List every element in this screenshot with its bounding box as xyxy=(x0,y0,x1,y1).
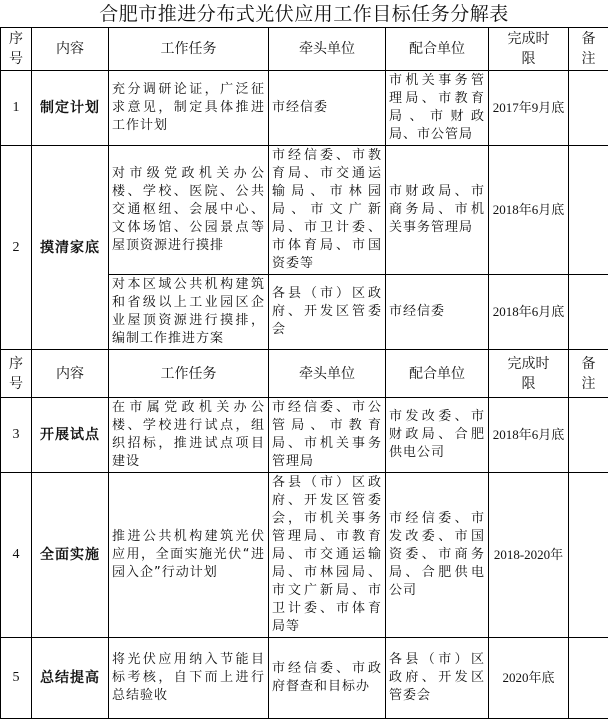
header-no: 序号 xyxy=(1,350,32,398)
row-note xyxy=(569,398,608,473)
header-content: 内容 xyxy=(32,350,109,398)
row-content: 总结提高 xyxy=(32,638,109,719)
table-row xyxy=(1,398,608,473)
table-row xyxy=(1,71,608,146)
row-coop: 市机关事务管理局、市教育局、市财政局、市公管局 xyxy=(386,71,489,146)
row-lead: 市经信委、市教育局、市交通运输局、市林园局、市文广新局、市卫计委、市体育局、市国资委等 xyxy=(269,146,386,275)
document-title: 合肥市推进分布式光伏应用工作目标任务分解表 xyxy=(0,1,608,27)
row-no: 5 xyxy=(1,638,32,719)
row-note xyxy=(569,71,608,146)
header-task: 工作任务 xyxy=(109,350,269,398)
header-no: 序号 xyxy=(1,28,32,71)
row-task: 对本区域公共机构建筑和省级以上工业园区企业屋顶资源进行摸排，编制工作推进方案 xyxy=(109,275,269,350)
row-no: 2 xyxy=(1,146,32,350)
row-lead: 各县（市）区政府、开发区管委会 xyxy=(269,275,386,350)
task-breakdown-table xyxy=(0,27,608,719)
header-coop: 配合单位 xyxy=(386,350,489,398)
row-coop: 市经信委 xyxy=(386,275,489,350)
row-no: 4 xyxy=(1,473,32,638)
table-row xyxy=(1,638,608,719)
row-deadline: 2018年6月底 xyxy=(489,398,569,473)
row-content: 摸清家底 xyxy=(32,146,109,350)
row-coop: 各县（市）区政府、开发区管委会 xyxy=(386,638,489,719)
row-coop: 市发改委、市财政局、合肥供电公司 xyxy=(386,398,489,473)
table-row xyxy=(1,473,608,638)
row-task: 对市级党政机关办公楼、学校、医院、公共交通枢纽、会展中心、文体场馆、公园景点等屋顶资源进行摸排 xyxy=(109,146,269,275)
row-lead: 市经信委、市政府督查和目标办 xyxy=(269,638,386,719)
row-task: 在市属党政机关办公楼、学校进行试点，组织招标，推进试点项目建设 xyxy=(109,398,269,473)
row-coop: 市经信委、市发改委、市国资委、市商务局、合肥供电公司 xyxy=(386,473,489,638)
header-note: 备注 xyxy=(569,350,608,398)
row-content: 全面实施 xyxy=(32,473,109,638)
row-no: 3 xyxy=(1,398,32,473)
row-no: 1 xyxy=(1,71,32,146)
row-deadline: 2018年6月底 xyxy=(489,275,569,350)
row-coop: 市财政局、市商务局、市机关事务管理局 xyxy=(386,146,489,275)
row-lead: 市经信委 xyxy=(269,71,386,146)
row-deadline: 2020年底 xyxy=(489,638,569,719)
table-header-row xyxy=(1,28,608,71)
row-deadline: 2018-2020年 xyxy=(489,473,569,638)
row-task: 将光伏应用纳入节能目标考核，自下而上进行总结验收 xyxy=(109,638,269,719)
header-note: 备注 xyxy=(569,28,608,71)
header-lead: 牵头单位 xyxy=(269,350,386,398)
row-lead: 市经信委、市公管局、市教育局、市机关事务管理局 xyxy=(269,398,386,473)
header-content: 内容 xyxy=(32,28,109,71)
row-task: 推进公共机构建筑光伏应用，全面实施光伏“进园入企”行动计划 xyxy=(109,473,269,638)
table-row xyxy=(1,146,608,275)
row-content: 开展试点 xyxy=(32,398,109,473)
header-deadline: 完成时限 xyxy=(489,28,569,71)
row-note xyxy=(569,638,608,719)
row-task: 充分调研论证，广泛征求意见，制定具体推进工作计划 xyxy=(109,71,269,146)
header-lead: 牵头单位 xyxy=(269,28,386,71)
row-note xyxy=(569,275,608,350)
row-lead: 各县（市）区政府、开发区管委会，市机关事务管理局、市教育局、市交通运输局、市林园局、市文广新局、市卫计委、市体育局等 xyxy=(269,473,386,638)
header-task: 工作任务 xyxy=(109,28,269,71)
header-coop: 配合单位 xyxy=(386,28,489,71)
row-deadline: 2018年6月底 xyxy=(489,146,569,275)
row-note xyxy=(569,146,608,275)
row-deadline: 2017年9月底 xyxy=(489,71,569,146)
header-deadline: 完成时限 xyxy=(489,350,569,398)
row-note xyxy=(569,473,608,638)
row-content: 制定计划 xyxy=(32,71,109,146)
table-header-row-repeat xyxy=(1,350,608,398)
